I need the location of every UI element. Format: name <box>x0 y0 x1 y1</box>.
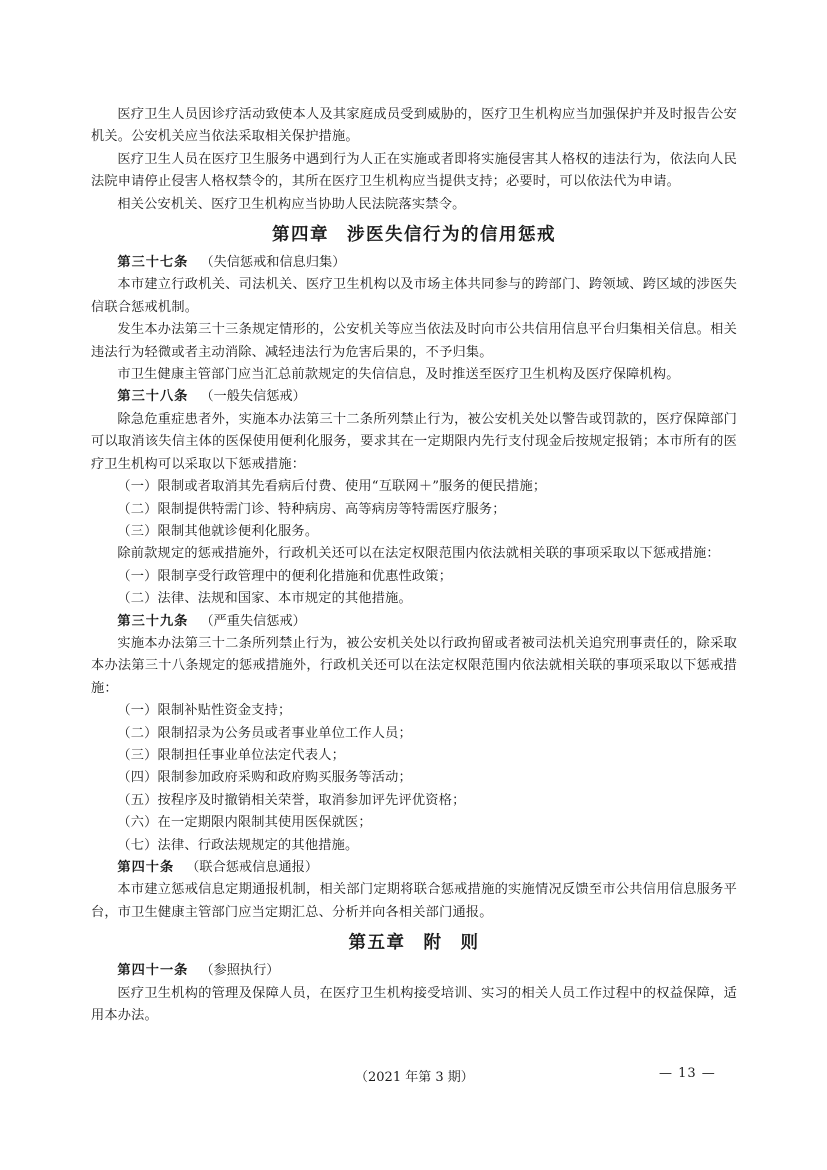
article-heading <box>91 857 737 879</box>
article-title: （严重失信惩戒） <box>200 613 306 629</box>
chapter-title-part: 附 <box>423 933 443 954</box>
chapter-heading <box>91 222 737 248</box>
chapter-number: 第四章 <box>272 225 329 246</box>
list-item: （一）限制补贴性资金支持； <box>117 703 292 719</box>
paragraph: 本市建立行政机关、司法机关、医疗卫生机构以及市场主体共同参与的跨部门、跨领域、跨区域的涉医失信联合惩戒机制。 <box>91 277 737 315</box>
list-item: （一）限制或者取消其先看病后付费、使用“互联网＋”服务的便民措施； <box>117 479 547 495</box>
chapter-title: 涉医失信行为的信用惩戒 <box>347 225 556 246</box>
list-item: （一）限制享受行政管理中的便利化措施和优惠性政策； <box>117 568 453 584</box>
list-item: （三）限制其他就诊便利化服务。 <box>117 523 319 539</box>
article-number: 第三十七条 <box>117 255 189 271</box>
paragraph: 相关公安机关、医疗卫生机构应当协助人民法院落实禁令。 <box>117 196 466 212</box>
article-number: 第四十条 <box>117 860 175 875</box>
article-title: （一般失信惩戒） <box>200 389 306 405</box>
paragraph: 发生本办法第三十三条规定情形的，公安机关等应当依法及时向市公共信用信息平台归集相关信息。相关违法行为轻微或者主动消除、减轻违法行为危害后果的，不予归集。 <box>91 322 737 360</box>
article-title: （参照执行） <box>200 963 280 979</box>
article-number: 第三十八条 <box>117 389 189 405</box>
article-heading <box>91 960 737 982</box>
list-item: （二）法律、法规和国家、本市规定的其他措施。 <box>117 591 412 607</box>
article-number: 第三十九条 <box>117 613 189 629</box>
paragraph: 除前款规定的惩戒措施外，行政机关还可以在法定权限范围内依法就相关联的事项采取以下惩戒措施： <box>117 546 720 562</box>
article-heading <box>91 386 737 408</box>
page-footer <box>0 1066 827 1086</box>
list-item: （二）限制提供特需门诊、特种病房、高等病房等特需医疗服务； <box>117 501 506 517</box>
issue-label: （2021 年第 3 期） <box>355 1070 474 1085</box>
paragraph: 除急危重症患者外，实施本办法第三十二条所列禁止行为，被公安机关处以警告或罚款的，医疗保障部门可以取消该失信主体的医保使用便利化服务，要求其在一定期限内先行支付现金后按规定报销；本市所有的医疗卫生机构可以采取以下惩戒措施： <box>91 411 737 472</box>
paragraph: 市卫生健康主管部门应当汇总前款规定的失信信息，及时推送至医疗卫生机构及医疗保障机构。 <box>117 367 680 383</box>
page-number: — 13 — <box>659 1066 716 1081</box>
paragraph: 实施本办法第三十二条所列禁止行为，被公安机关处以行政拘留或者被司法机关追究刑事责任的，除采取本办法第三十八条规定的惩戒措施外，行政机关还可以在法定权限范围内依法就相关联的事项采取以下惩戒措施： <box>91 635 737 696</box>
article-heading <box>91 611 737 633</box>
article-heading <box>91 252 737 274</box>
paragraph: 医疗卫生人员在医疗卫生服务中遇到行为人正在实施或者即将实施侵害其人格权的违法行为，依法向人民法院申请停止侵害人格权禁令的，其所在医疗卫生机构应当提供支持；必要时，可以依法代为申请。 <box>91 151 737 190</box>
chapter-heading <box>91 930 737 956</box>
paragraph: 医疗卫生人员因诊疗活动致使本人及其家庭成员受到威胁的，医疗卫生机构应当加强保护并及时报告公安机关。公安机关应当依法采取相关保护措施。 <box>91 107 737 145</box>
paragraph: 医疗卫生机构的管理及保障人员，在医疗卫生机构接受培训、实习的相关人员工作过程中的权益保障，适用本办法。 <box>91 985 737 1024</box>
paragraph: 本市建立惩戒信息定期通报机制，相关部门定期将联合惩戒措施的实施情况反馈至市公共信用信息服务平台，市卫生健康主管部门应当定期汇总、分析并向各相关部门通报。 <box>91 882 737 920</box>
article-title: （失信惩戒和信息归集） <box>200 255 346 271</box>
list-item: （三）限制担任事业单位法定代表人； <box>117 747 345 763</box>
article-title: （联合惩戒信息通报） <box>186 860 319 875</box>
list-item: （五）按程序及时撤销相关荣誉，取消参加评先评优资格； <box>117 792 466 808</box>
list-item: （二）限制招录为公务员或者事业单位工作人员； <box>117 725 412 741</box>
list-item: （七）法律、行政法规规定的其他措施。 <box>117 837 359 853</box>
document-body <box>91 104 737 1027</box>
list-item: （六）在一定期限内限制其使用医保就医； <box>117 815 372 831</box>
article-number: 第四十一条 <box>117 963 189 979</box>
chapter-title-part: 则 <box>460 933 480 954</box>
list-item: （四）限制参加政府采购和政府购买服务等活动； <box>117 770 412 786</box>
chapter-number: 第五章 <box>348 933 406 954</box>
